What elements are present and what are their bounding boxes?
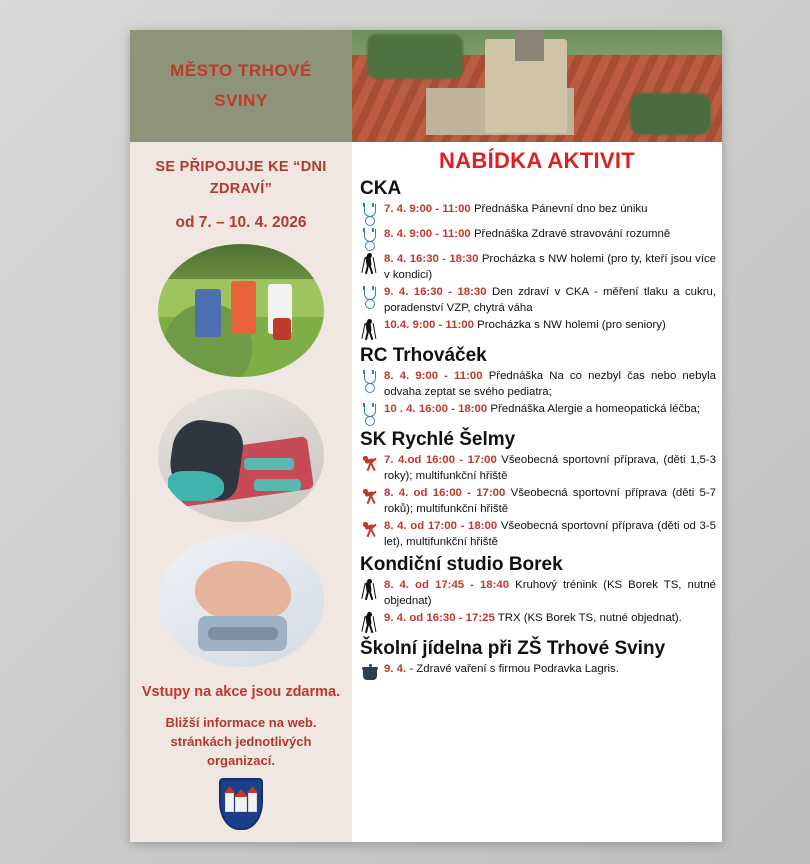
activity-item [360,402,722,425]
hand [195,561,291,622]
activity-time: 9. 4. [384,663,407,675]
activity-description: - Zdravé vaření s firmou Podravka Lagris. [409,663,619,675]
activity-text [384,202,647,218]
nordic-walking-icon [360,612,380,634]
activity-description: Přednáška Alergie a homeopatická léčba; [490,403,700,415]
activity-time: 7. 4. 9:00 - 11:00 [384,203,471,215]
activity-text [384,611,682,627]
activity-time: 8. 4. od 17:45 - 18:40 [384,579,510,591]
activity-text [384,486,716,517]
cooking-pot-icon [360,663,380,685]
activity-text [384,578,716,609]
activity-time: 9. 4. od 16:30 - 17:25 [384,612,495,624]
activity-item [360,611,722,634]
activity-item [360,318,722,341]
nordic-walking-icon [360,579,380,601]
blood-pressure-measuring-photo [158,534,324,667]
shoe [168,471,224,500]
activity-item [360,285,722,316]
activity-time: 10.4. 9:00 - 11:00 [384,319,474,331]
nordic-walking-icon [360,253,380,275]
activity-description: Všeobecná sportovní příprava (děti od 3-5 let), multifunkční hřiště [384,520,716,548]
city-title-banner [130,30,352,142]
stethoscope-icon [360,403,380,425]
activity-text [384,662,619,678]
section-heading: CKA [360,178,402,199]
activity-time: 8. 4. 16:30 - 18:30 [384,253,479,265]
section-heading: SK Rychlé Šelmy [360,429,516,450]
stethoscope-icon [360,286,380,308]
activity-text [384,519,716,550]
nordic-walking-icon [360,319,380,341]
children-playing-photo [158,244,324,377]
activity-text [384,402,700,418]
trhove-sviny-coat-of-arms [219,778,263,830]
activity-item [360,453,722,484]
fitness-dumbbells-photo [158,389,324,522]
activity-description: Procházka s NW holemi (pro seniory) [477,319,666,331]
town-aerial-photo [352,30,722,142]
activity-item [360,578,722,609]
running-icon [360,520,380,542]
activity-description: Den zdraví v CKA - měření tlaku a cukru, poradenství VZP, chytrá váha [384,286,716,314]
activity-text [384,285,716,316]
activity-time: 10 . 4. 16:00 - 18:00 [384,403,488,415]
page-title: NABÍDKA AKTIVIT [439,148,635,173]
running-icon [360,487,380,509]
dumbbell [254,479,300,491]
activity-description: Všeobecná sportovní příprava (děti 5-7 roků); multifunkční hřiště [384,487,716,515]
more-info-note: Bližší informace na web. stránkách jednotlivých organizací. [165,715,317,768]
activity-item [360,519,722,550]
section-heading: RC Trhováček [360,345,487,366]
section-heading: Školní jídelna při ZŠ Trhové Sviny [360,638,666,659]
activity-description: Přednáška Zdravé stravování rozumně [473,228,671,240]
running-icon [360,454,380,476]
dumbbell [244,458,294,470]
pressure-cuff-strap [208,627,278,640]
activity-text [384,252,716,283]
activity-time: 8. 4. od 16:00 - 17:00 [384,487,506,499]
activity-description: TRX (KS Borek TS, nutné objednat). [497,612,682,624]
poster [130,30,722,842]
city-title-line2: SVINY [214,91,268,110]
activity-time: 7. 4.od 16:00 - 17:00 [384,454,497,466]
activity-item [360,227,722,250]
poster-subtitle: SE PŘIPOJUJE KE “DNI ZDRAVÍ” [155,159,327,197]
activity-text [384,453,716,484]
activity-time: 8. 4. 9:00 - 11:00 [384,370,483,382]
activity-description: Všeobecná sportovní příprava, (děti 1,5-3 roky); multifunkční hřiště [384,454,716,482]
free-entry-note: Vstupy na akce jsou zdarma. [141,684,341,700]
activity-text [384,369,716,400]
stethoscope-icon [360,203,380,225]
section-heading: Kondiční studio Borek [360,554,563,575]
activity-item [360,202,722,225]
activity-time: 8. 4. 9:00 - 11:00 [384,228,471,240]
stethoscope-icon [360,228,380,250]
activity-item [360,662,722,685]
activity-item [360,252,722,283]
activity-time: 9. 4. 16:30 - 18:30 [384,286,487,298]
poster-date-range: od 7. – 10. 4. 2026 [175,214,307,231]
activity-item [360,369,722,400]
activity-text [384,318,666,334]
city-title-line1: MĚSTO TRHOVÉ [170,61,312,80]
activity-description: Přednáška Na co nezbyl čas nebo nebyla odvaha zeptat se svého pediatra; [384,370,716,398]
poster-left-column [130,30,352,842]
activity-description: Procházka s NW holemi (pro ty, kteří jsou více v kondici) [384,253,717,281]
activity-sections [352,178,722,685]
activity-description: Přednáška Pánevní dno bez úniku [473,203,648,215]
activity-text [384,227,670,243]
activity-item [360,486,722,517]
activity-time: 8. 4. od 17:00 - 18:00 [384,520,498,532]
poster-right-column [352,30,722,842]
activity-description: Kruhový trénink (KS Borek TS, nutné objednat) [384,579,716,607]
stethoscope-icon [360,370,380,392]
